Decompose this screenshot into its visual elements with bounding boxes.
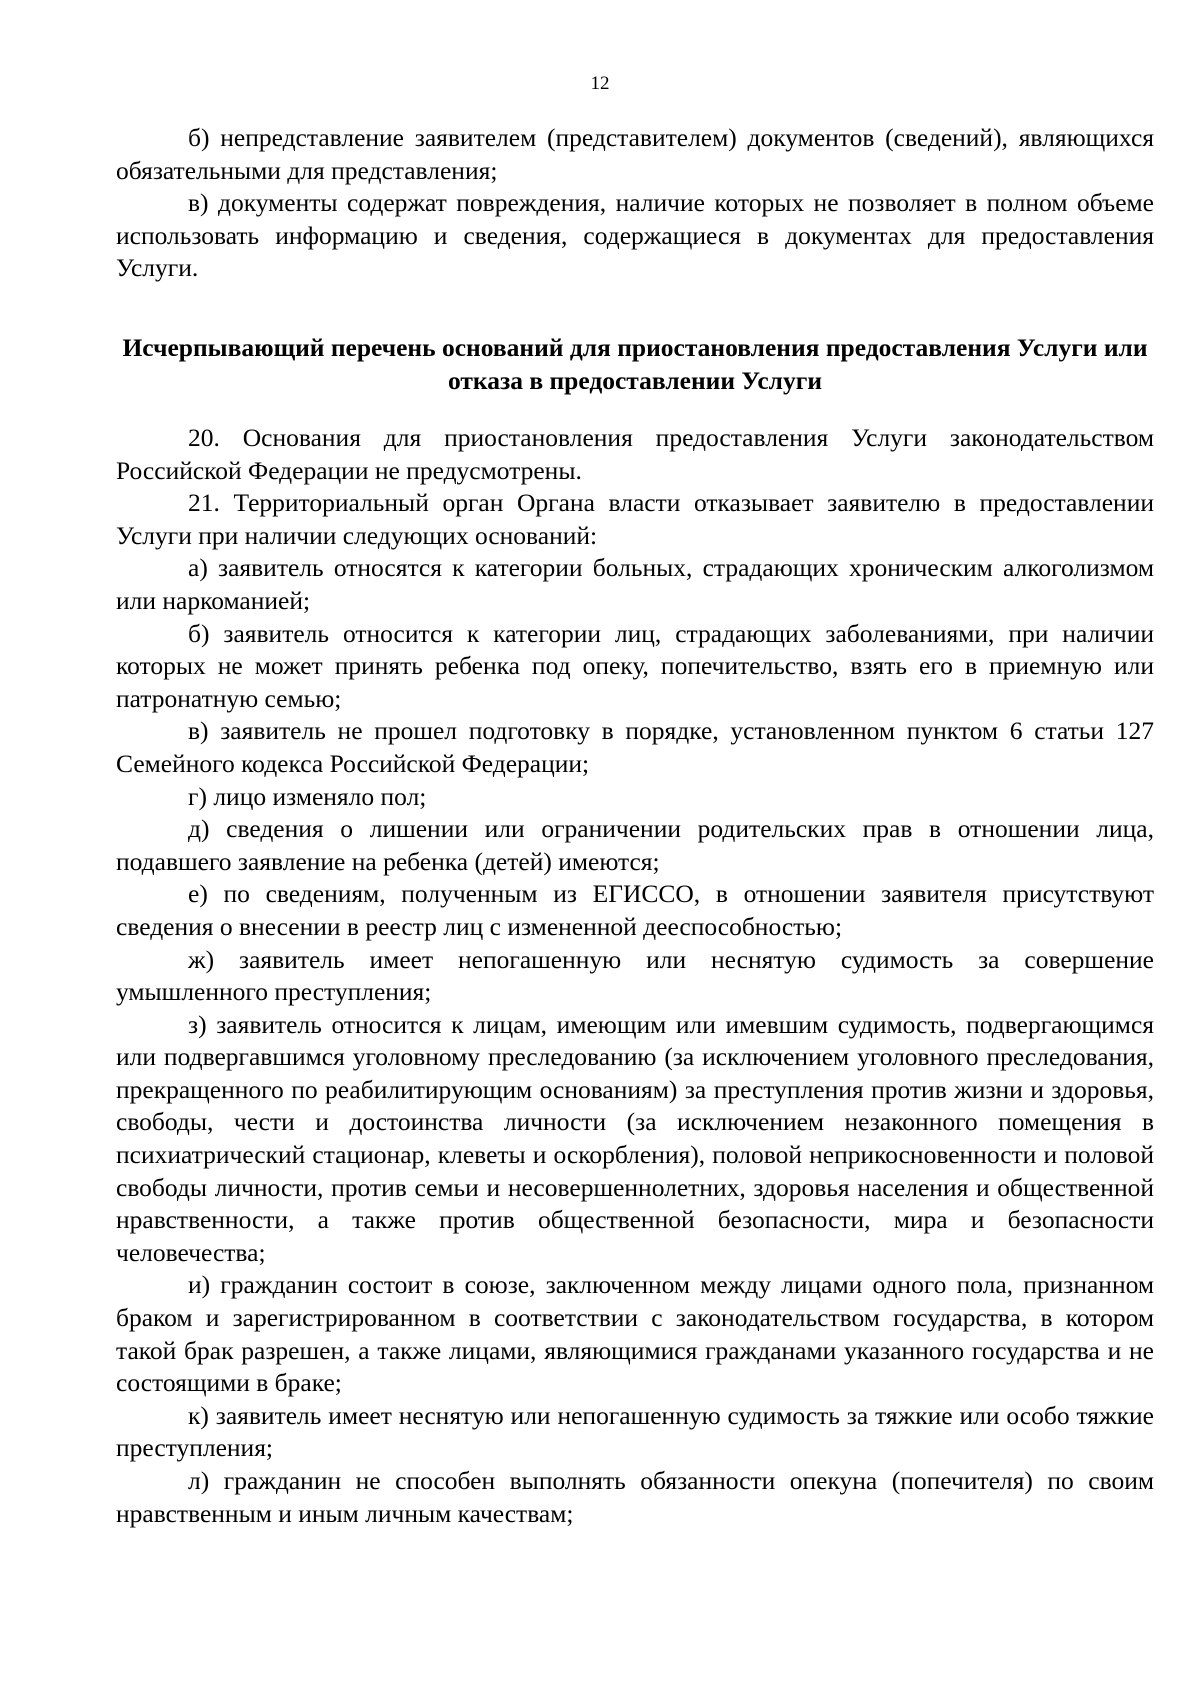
list-item-i: и) гражданин состоит в союзе, заключенном между лицами одного пола, признанном браком и зарегистрированном в соответствии с законодательством государства, в котором такой брак разрешен, а также лицами, являющимися гражданами указанного государства и не состоящими в браке; (116, 1270, 1154, 1398)
list-item-b: б) заявитель относится к категории лиц, страдающих заболеваниями, при наличии которых не может принять ребенка под опеку, попечительство, взять его в приемную или патронатную семью; (116, 618, 1154, 713)
list-item-l: л) гражданин не способен выполнять обязанности опекуна (попечителя) по своим нравственным и иным личным качествам; (116, 1466, 1154, 1528)
paragraph-20: 20. Основания для приостановления предоставления Услуги законодательством Российской Федерации не предусмотрены. (116, 423, 1154, 485)
page-number: 12 (590, 73, 610, 94)
text-block-top (116, 122, 1154, 285)
list-item-g: г) лицо изменяло пол; (188, 781, 427, 811)
paragraph-21: 21. Территориальный орган Органа власти отказывает заявителю в предоставлении Услуги при наличии следующих оснований: (116, 488, 1154, 550)
list-item-e: е) по сведениям, полученным из ЕГИССО, в отношении заявителя присутствуют сведения о внесении в реестр лиц с измененной дееспособностью; (116, 879, 1154, 941)
list-item-z: з) заявитель относится к лицам, имеющим или имевшим судимость, подвергающимся или подвергавшимся уголовному преследованию (за исключением уголовного преследования, прекращенного по реабилитирующим основаниям) за преступления против жизни и здоровья, свободы, чести и достоинства личности (за исключением незаконного помещения в психиатрический стационар, клеветы и оскорбления), половой неприкосновенности и половой свободы личности, против семьи и несовершеннолетних, здоровья населения и общественной нравственности, а также против общественной безопасности, мира и безопасности человечества; (116, 1009, 1154, 1267)
paragraph-b: б) непредставление заявителем (представителем) документов (сведений), являющихся обязательными для представления; (116, 123, 1154, 185)
text-block-main (116, 422, 1154, 1530)
list-item-k: к) заявитель имеет неснятую или непогашенную судимость за тяжкие или особо тяжкие преступления; (116, 1400, 1154, 1463)
paragraph-v: в) документы содержат повреждения, наличие которых не позволяет в полном объеме использовать информацию и сведения, содержащиеся в документах для предоставления Услуги. (116, 188, 1154, 283)
list-item-zh: ж) заявитель имеет непогашенную или неснятую судимость за совершение умышленного преступления; (116, 944, 1154, 1007)
section-heading: Исчерпывающий перечень оснований для приостановления предоставления Услуги или отказа в предоставлении Услуги (122, 333, 1148, 395)
list-item-a: а) заявитель относятся к категории больных, страдающих хроническим алкоголизмом или наркоманией; (116, 553, 1154, 615)
list-item-v: в) заявитель не прошел подготовку в порядке, установленном пунктом 6 статьи 127 Семейного кодекса Российской Федерации; (116, 716, 1154, 778)
list-item-d: д) сведения о лишении или ограничении родительских прав в отношении лица, подавшего заявление на ребенка (детей) имеются; (116, 814, 1154, 876)
